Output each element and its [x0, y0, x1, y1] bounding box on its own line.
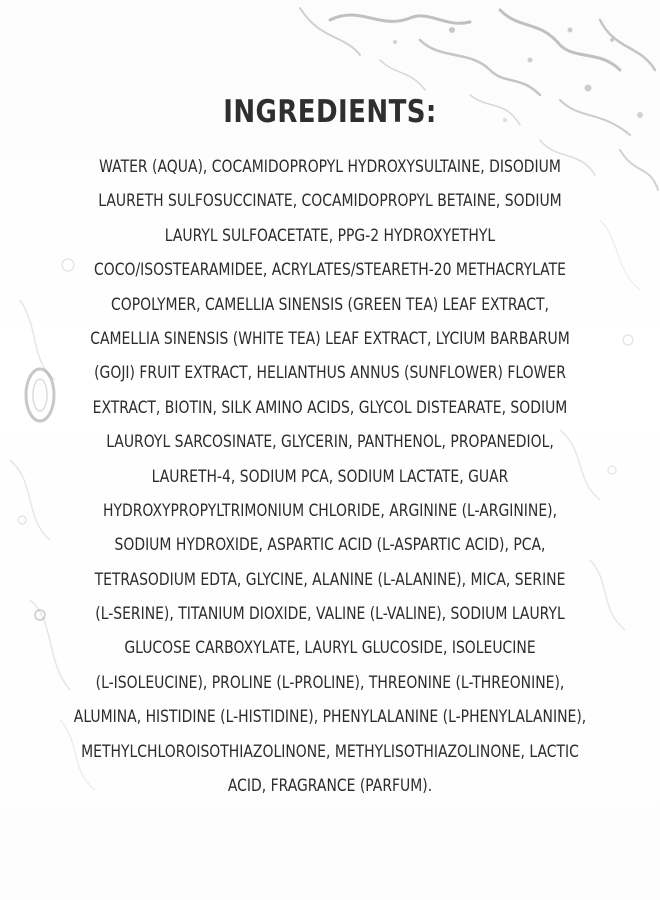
- ingredient-line: EXTRACT, BIOTIN, SILK AMINO ACIDS, GLYCOL DISTEARATE, SODIUM: [92, 397, 568, 418]
- ingredient-line: (L-ISOLEUCINE), PROLINE (L-PROLINE), THREONINE (L-THREONINE),: [95, 672, 565, 693]
- ingredient-line: COPOLYMER, CAMELLIA SINENSIS (GREEN TEA) LEAF EXTRACT,: [111, 294, 549, 315]
- ingredient-line: LAUROYL SARCOSINATE, GLYCERIN, PANTHENOL, PROPANEDIOL,: [106, 432, 554, 453]
- ingredients-list: [0, 150, 660, 803]
- ingredient-line: HYDROXYPROPYLTRIMONIUM CHLORIDE, ARGININE (L-ARGININE),: [102, 500, 558, 521]
- ingredient-line: WATER (AQUA), COCAMIDOPROPYL HYDROXYSULTAINE, DISODIUM: [99, 157, 561, 177]
- ingredient-line: ALUMINA, HISTIDINE (L-HISTIDINE), PHENYLALANINE (L-PHENYLALANINE),: [73, 707, 587, 728]
- ingredient-line: SODIUM HYDROXIDE, ASPARTIC ACID (L-ASPARTIC ACID), PCA,: [114, 535, 546, 556]
- ingredient-line: LAURETH-4, SODIUM PCA, SODIUM LACTATE, GUAR: [151, 466, 509, 487]
- ingredient-line: (L-SERINE), TITANIUM DIOXIDE, VALINE (L-VALINE), SODIUM LAURYL: [95, 604, 565, 625]
- ingredient-line: GLUCOSE CARBOXYLATE, LAURYL GLUCOSIDE, ISOLEUCINE: [124, 638, 536, 659]
- ingredient-line: LAURYL SULFOACETATE, PPG-2 HYDROXYETHYL: [164, 225, 496, 246]
- ingredient-line: COCO/ISOSTEARAMIDEE, ACRYLATES/STEARETH-20 METHACRYLATE: [94, 260, 566, 281]
- ingredient-line: (GOJI) FRUIT EXTRACT, HELIANTHUS ANNUS (SUNFLOWER) FLOWER: [94, 363, 566, 384]
- ingredients-heading: INGREDIENTS:: [223, 94, 437, 130]
- ingredient-line: LAURETH SULFOSUCCINATE, COCAMIDOPROPYL BETAINE, SODIUM: [98, 191, 562, 212]
- ingredient-line: METHYLCHLOROISOTHIAZOLINONE, METHYLISOTHIAZOLINONE, LACTIC: [81, 741, 579, 762]
- ingredient-line: CAMELLIA SINENSIS (WHITE TEA) LEAF EXTRACT, LYCIUM BARBARUM: [90, 328, 570, 349]
- ingredient-line: ACID, FRAGRANCE (PARFUM).: [227, 776, 433, 797]
- ingredient-line: TETRASODIUM EDTA, GLYCINE, ALANINE (L-ALANINE), MICA, SERINE: [94, 569, 566, 590]
